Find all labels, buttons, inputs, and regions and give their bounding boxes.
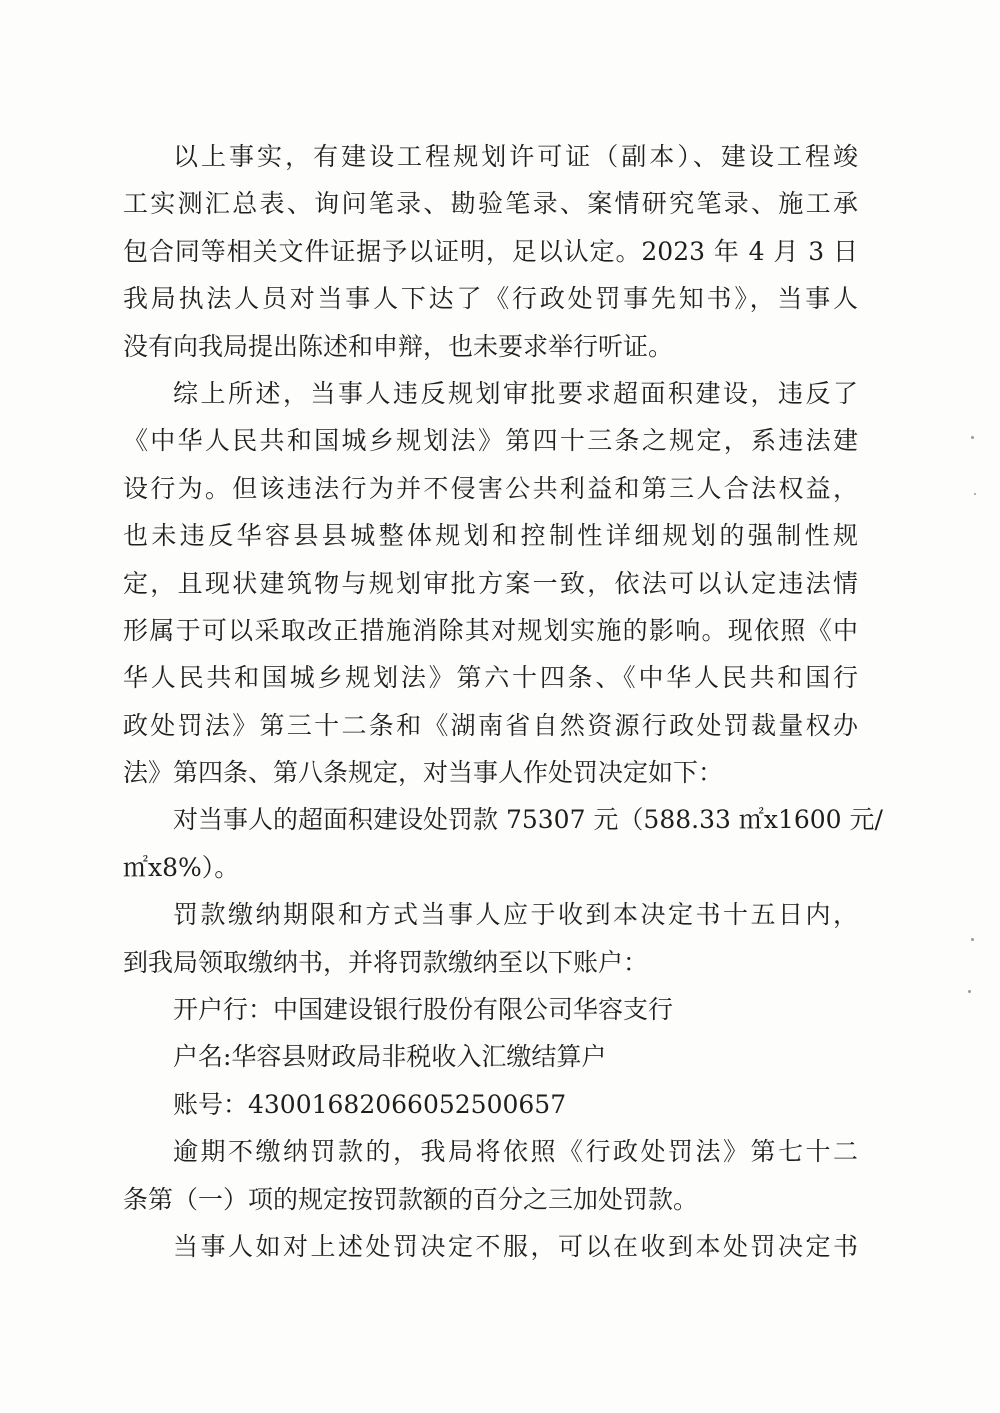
text-line: 华人民共和国城乡规划法》第六十四条、《中华人民共和国行 [123, 663, 858, 693]
scan-speck [968, 990, 971, 993]
text-line: 罚款缴纳期限和方式当事人应于收到本决定书十五日内， [173, 900, 858, 930]
text-line: 当事人如对上述处罚决定不服，可以在收到本处罚决定书 [173, 1231, 858, 1261]
text-line: 条第（一）项的规定按罚款额的百分之三加处罚款。 [123, 1184, 699, 1214]
text-line: 开户行：中国建设银行股份有限公司华容支行 [173, 995, 674, 1025]
text-line: 我局执法人员对当事人下达了《行政处罚事先知书》，当事人 [123, 284, 858, 314]
text-line: 法》第四条、第八条规定，对当事人作处罚决定如下： [123, 758, 724, 788]
text-line: 逾期不缴纳罚款的，我局将依照《行政处罚法》第七十二 [173, 1137, 858, 1167]
text-line: 账号：43001682066052500657 [173, 1089, 567, 1119]
text-line: 包合同等相关文件证据予以证明，足以认定。2023 年 4 月 3 日 [123, 236, 858, 266]
text-line: 综上所述，当事人违反规划审批要求超面积建设，违反了 [173, 378, 858, 408]
scan-speck [974, 493, 976, 495]
text-line: 到我局领取缴纳书，并将罚款缴纳至以下账户： [123, 947, 649, 977]
document-body [123, 133, 883, 1270]
text-line: 定，且现状建筑物与规划审批方案一致，依法可以认定违法情 [123, 568, 858, 598]
text-line: 形属于可以采取改正措施消除其对规划实施的影响。现依照《中 [123, 615, 858, 645]
text-line: 设行为。但该违法行为并不侵害公共利益和第三人合法权益， [123, 473, 858, 503]
scan-speck [971, 436, 974, 439]
text-line: 没有向我局提出陈述和申辩，也未要求举行听证。 [123, 331, 674, 361]
text-line: ㎡x8%）。 [123, 852, 240, 882]
text-line: 工实测汇总表、询问笔录、勘验笔录、案情研究笔录、施工承 [123, 189, 858, 219]
text-line: 对当事人的超面积建设处罚款 75307 元（588.33 ㎡x1600 元/ [173, 805, 883, 835]
text-line: 以上事实，有建设工程规划许可证（副本）、建设工程竣 [173, 142, 858, 171]
text-line: 政处罚法》第三十二条和《湖南省自然资源行政处罚裁量权办 [123, 710, 858, 740]
text-line: 户名:华容县财政局非税收入汇缴结算户 [173, 1042, 607, 1072]
text-line: 也未违反华容县县城整体规划和控制性详细规划的强制性规 [123, 521, 858, 551]
text-line: 《中华人民共和国城乡规划法》第四十三条之规定，系违法建 [123, 426, 858, 456]
scan-speck [971, 938, 974, 941]
